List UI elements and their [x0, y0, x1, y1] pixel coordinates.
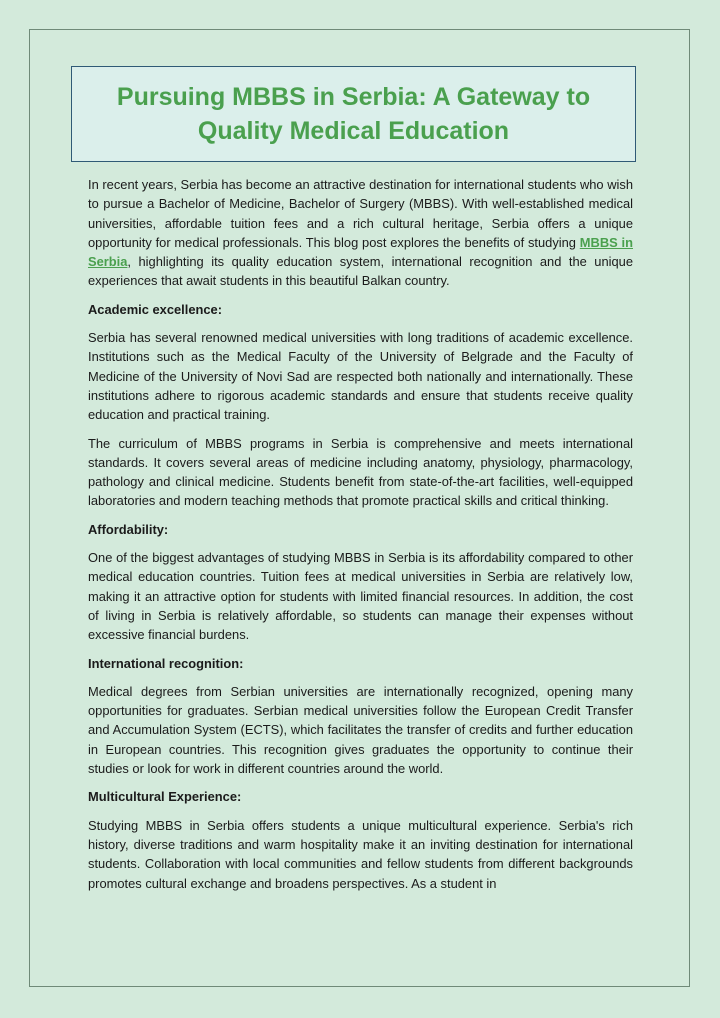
- article-body: [88, 175, 633, 902]
- paragraph-affordability: One of the biggest advantages of studying MBBS in Serbia is its affordability compared to other medical education countries. Tuition fees at medical universities in Serbia are relatively low, making it an attractive option for students with limited financial resources. In addition, the cost of living in Serbia is relatively affordable, so students can manage their expenses without excessive financial burdens.: [88, 550, 633, 643]
- section-heading-international-recognition: International recognition:: [88, 655, 244, 671]
- paragraph-multicultural-experience: Studying MBBS in Serbia offers students a unique multicultural experience. Serbia's rich history, diverse traditions and warm hospitality make it an inviting destination for international students. Collaboration with local communities and fellow students from different backgrounds promotes cultural exchange and broadens perspectives. As a student in: [88, 817, 633, 891]
- intro-text-before-link: In recent years, Serbia has become an attractive destination for international students who wish to pursue a Bachelor of Medicine, Bachelor of Surgery (MBBS). With well-established medical universities, affordable tuition fees and a rich cultural heritage, Serbia offers a unique opportunity for medical professionals. This blog post explores the benefits of studying: [88, 177, 633, 250]
- intro-paragraph: [88, 175, 633, 291]
- section-heading-multicultural-experience: Multicultural Experience:: [88, 789, 242, 805]
- mbbs-in-serbia-link[interactable]: MBBS in Serbia: [88, 234, 633, 270]
- paragraph-academic-2: The curriculum of MBBS programs in Serbia is comprehensive and meets international standards. It covers several areas of medicine including anatomy, physiology, pharmacology, pathology and clinical medicine. Students benefit from state-of-the-art facilities, well-equipped laboratories and modern teaching methods that promote practical skills and critical thinking.: [88, 435, 633, 509]
- section-heading-affordability: Affordability:: [88, 521, 169, 537]
- document-page: [29, 29, 690, 987]
- intro-text-after-link: , highlighting its quality education system, international recognition and the unique experiences that await students in this beautiful Balkan country.: [88, 254, 633, 289]
- paragraph-academic-1: Serbia has several renowned medical universities with long traditions of academic excellence. Institutions such as the Medical Faculty of the University of Belgrade and the Faculty of Medicine of the University of Novi Sad are respected both nationally and internationally. These institutions adhere to rigorous academic standards and ensure that students receive quality education and practical training.: [88, 330, 633, 423]
- title-box: [71, 66, 636, 162]
- page-title: Pursuing MBBS in Serbia: A Gateway to Quality Medical Education: [116, 83, 591, 145]
- section-heading-academic-excellence: Academic excellence:: [88, 301, 222, 317]
- paragraph-international-recognition: Medical degrees from Serbian universities are internationally recognized, opening many opportunities for graduates. Serbian medical universities follow the European Credit Transfer and Accumulation System (ECTS), which facilitates the transfer of credits and further education in European countries. This recognition gives graduates the opportunity to continue their studies or look for work in different countries around the world.: [88, 683, 633, 777]
